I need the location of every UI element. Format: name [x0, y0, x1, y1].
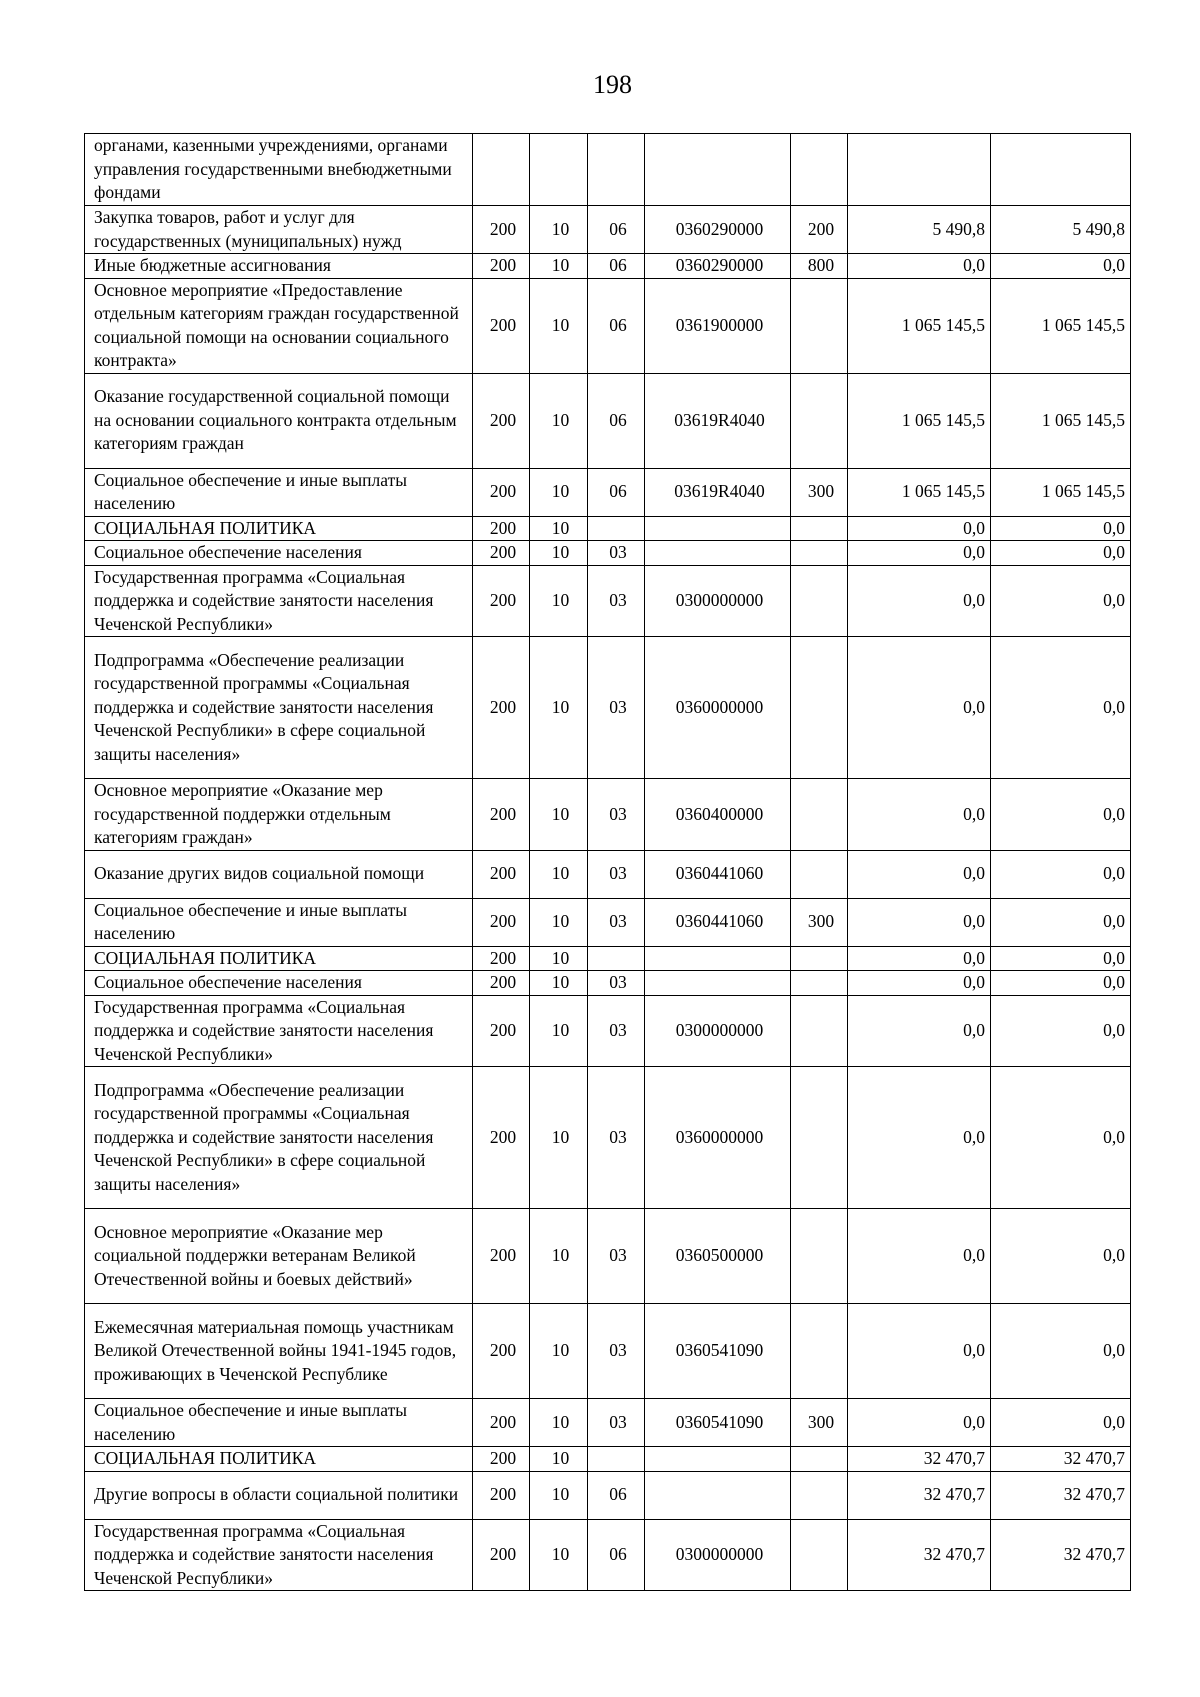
row-code-section-cell: 10	[530, 373, 588, 468]
row-code-section-cell: 10	[530, 637, 588, 779]
table-row	[85, 565, 1131, 637]
row-code-ministry-cell: 200	[473, 779, 530, 851]
row-amount-1-cell: 32 470,7	[848, 1447, 991, 1472]
table-row	[85, 995, 1131, 1067]
row-amount-1-cell: 0,0	[848, 541, 991, 566]
row-code-subsection-cell	[588, 946, 645, 971]
row-code-ministry-cell: 200	[473, 468, 530, 516]
row-amount-1-cell: 0,0	[848, 946, 991, 971]
row-code-section-cell: 10	[530, 565, 588, 637]
row-name-cell: Основное мероприятие «Предоставление отдельным категориям граждан государственной социальной помощи на основании социального контракта»	[85, 278, 473, 373]
row-code-subsection-cell	[588, 1447, 645, 1472]
row-amount-1-cell: 32 470,7	[848, 1471, 991, 1519]
row-code-subsection-cell: 03	[588, 850, 645, 898]
table-row	[85, 134, 1131, 206]
row-code-target-cell: 0360400000	[645, 779, 791, 851]
row-code-subsection-cell: 06	[588, 278, 645, 373]
row-amount-2-cell	[991, 134, 1131, 206]
table-row	[85, 278, 1131, 373]
row-name-cell: Государственная программа «Социальная поддержка и содействие занятости населения Чеченской Республики»	[85, 1519, 473, 1591]
row-amount-1-cell: 0,0	[848, 637, 991, 779]
row-code-section-cell: 10	[530, 1399, 588, 1447]
row-amount-1-cell: 0,0	[848, 995, 991, 1067]
table-row	[85, 637, 1131, 779]
row-code-expense-type-cell	[791, 779, 848, 851]
row-code-expense-type-cell	[791, 637, 848, 779]
row-code-ministry-cell: 200	[473, 1447, 530, 1472]
row-code-section-cell: 10	[530, 898, 588, 946]
row-code-subsection-cell: 03	[588, 1399, 645, 1447]
row-amount-1-cell: 1 065 145,5	[848, 468, 991, 516]
row-code-ministry-cell: 200	[473, 278, 530, 373]
row-code-expense-type-cell	[791, 516, 848, 541]
row-code-expense-type-cell	[791, 1447, 848, 1472]
row-amount-2-cell: 0,0	[991, 516, 1131, 541]
row-code-ministry-cell: 200	[473, 516, 530, 541]
row-code-target-cell	[645, 971, 791, 996]
row-code-target-cell: 0300000000	[645, 1519, 791, 1591]
row-code-expense-type-cell	[791, 1067, 848, 1209]
row-code-target-cell: 03619R4040	[645, 373, 791, 468]
row-code-expense-type-cell	[791, 1304, 848, 1399]
table-row	[85, 254, 1131, 279]
row-code-subsection-cell: 03	[588, 1209, 645, 1304]
table-row	[85, 468, 1131, 516]
row-amount-2-cell: 5 490,8	[991, 206, 1131, 254]
row-name-cell: Государственная программа «Социальная поддержка и содействие занятости населения Чеченской Республики»	[85, 995, 473, 1067]
row-amount-2-cell: 0,0	[991, 946, 1131, 971]
row-amount-1-cell: 1 065 145,5	[848, 373, 991, 468]
row-code-target-cell: 03619R4040	[645, 468, 791, 516]
row-code-target-cell: 0360000000	[645, 1067, 791, 1209]
row-code-ministry-cell: 200	[473, 254, 530, 279]
row-code-ministry-cell: 200	[473, 1209, 530, 1304]
row-code-ministry-cell: 200	[473, 946, 530, 971]
row-name-cell: Основное мероприятие «Оказание мер государственной поддержки отдельным категориям граждан»	[85, 779, 473, 851]
row-amount-2-cell: 0,0	[991, 541, 1131, 566]
row-name-cell: Государственная программа «Социальная поддержка и содействие занятости населения Чеченской Республики»	[85, 565, 473, 637]
row-name-cell: Основное мероприятие «Оказание мер социальной поддержки ветеранам Великой Отечественной войны и боевых действий»	[85, 1209, 473, 1304]
row-code-ministry-cell: 200	[473, 1519, 530, 1591]
row-name-cell: СОЦИАЛЬНАЯ ПОЛИТИКА	[85, 1447, 473, 1472]
row-code-ministry-cell	[473, 134, 530, 206]
row-code-subsection-cell: 03	[588, 898, 645, 946]
row-name-cell: Социальное обеспечение и иные выплаты населению	[85, 1399, 473, 1447]
row-amount-2-cell: 0,0	[991, 898, 1131, 946]
row-amount-2-cell: 0,0	[991, 995, 1131, 1067]
row-code-expense-type-cell: 300	[791, 468, 848, 516]
table-row	[85, 206, 1131, 254]
row-code-subsection-cell: 06	[588, 1471, 645, 1519]
row-amount-2-cell: 0,0	[991, 1209, 1131, 1304]
table-row	[85, 971, 1131, 996]
row-code-ministry-cell: 200	[473, 1471, 530, 1519]
row-name-cell: Социальное обеспечение населения	[85, 971, 473, 996]
row-code-section-cell: 10	[530, 1209, 588, 1304]
row-code-subsection-cell: 06	[588, 206, 645, 254]
row-code-ministry-cell: 200	[473, 850, 530, 898]
row-name-cell: Оказание других видов социальной помощи	[85, 850, 473, 898]
row-name-cell: Социальное обеспечение и иные выплаты населению	[85, 468, 473, 516]
row-name-cell: Закупка товаров, работ и услуг для государственных (муниципальных) нужд	[85, 206, 473, 254]
table-row	[85, 541, 1131, 566]
row-code-section-cell: 10	[530, 541, 588, 566]
row-code-subsection-cell: 03	[588, 971, 645, 996]
row-amount-2-cell: 0,0	[991, 850, 1131, 898]
row-code-subsection-cell: 03	[588, 541, 645, 566]
row-code-subsection-cell: 06	[588, 468, 645, 516]
row-amount-1-cell: 5 490,8	[848, 206, 991, 254]
row-code-ministry-cell: 200	[473, 1399, 530, 1447]
row-amount-1-cell: 0,0	[848, 254, 991, 279]
row-amount-2-cell: 1 065 145,5	[991, 468, 1131, 516]
row-code-target-cell: 0360541090	[645, 1399, 791, 1447]
row-code-subsection-cell: 06	[588, 254, 645, 279]
row-code-section-cell: 10	[530, 1471, 588, 1519]
row-code-subsection-cell: 06	[588, 1519, 645, 1591]
row-code-expense-type-cell	[791, 995, 848, 1067]
row-amount-1-cell: 0,0	[848, 516, 991, 541]
row-code-section-cell: 10	[530, 779, 588, 851]
row-amount-2-cell: 32 470,7	[991, 1519, 1131, 1591]
table-row	[85, 1471, 1131, 1519]
row-code-target-cell	[645, 541, 791, 566]
row-amount-2-cell: 0,0	[991, 1399, 1131, 1447]
row-code-subsection-cell: 03	[588, 779, 645, 851]
table-row	[85, 1067, 1131, 1209]
row-code-subsection-cell: 03	[588, 995, 645, 1067]
row-amount-2-cell: 0,0	[991, 637, 1131, 779]
row-name-cell: СОЦИАЛЬНАЯ ПОЛИТИКА	[85, 516, 473, 541]
row-amount-2-cell: 32 470,7	[991, 1447, 1131, 1472]
row-code-ministry-cell: 200	[473, 373, 530, 468]
row-name-cell: СОЦИАЛЬНАЯ ПОЛИТИКА	[85, 946, 473, 971]
row-name-cell: органами, казенными учреждениями, органами управления государственными внебюджетными фондами	[85, 134, 473, 206]
row-name-cell: Другие вопросы в области социальной политики	[85, 1471, 473, 1519]
row-amount-1-cell: 0,0	[848, 1399, 991, 1447]
row-code-expense-type-cell: 300	[791, 898, 848, 946]
row-code-target-cell	[645, 134, 791, 206]
row-code-ministry-cell: 200	[473, 541, 530, 566]
row-code-ministry-cell: 200	[473, 898, 530, 946]
row-code-expense-type-cell: 200	[791, 206, 848, 254]
row-code-section-cell: 10	[530, 516, 588, 541]
row-code-expense-type-cell	[791, 946, 848, 971]
row-code-subsection-cell: 03	[588, 565, 645, 637]
row-code-section-cell: 10	[530, 971, 588, 996]
row-code-target-cell	[645, 516, 791, 541]
table-row	[85, 373, 1131, 468]
table-row	[85, 850, 1131, 898]
row-name-cell: Ежемесячная материальная помощь участникам Великой Отечественной войны 1941-1945 годов, проживающих в Чеченской Республике	[85, 1304, 473, 1399]
row-name-cell: Подпрограмма «Обеспечение реализации государственной программы «Социальная поддержка и содействие занятости населения Чеченской Республики» в сфере социальной защиты населения»	[85, 1067, 473, 1209]
row-code-ministry-cell: 200	[473, 995, 530, 1067]
row-code-section-cell	[530, 134, 588, 206]
row-code-ministry-cell: 200	[473, 565, 530, 637]
row-code-target-cell: 0300000000	[645, 565, 791, 637]
row-name-cell: Оказание государственной социальной помощи на основании социального контракта отдельным категориям граждан	[85, 373, 473, 468]
row-code-section-cell: 10	[530, 995, 588, 1067]
row-amount-2-cell: 1 065 145,5	[991, 278, 1131, 373]
row-code-section-cell: 10	[530, 1304, 588, 1399]
row-code-subsection-cell	[588, 134, 645, 206]
row-code-expense-type-cell	[791, 850, 848, 898]
row-amount-2-cell: 0,0	[991, 779, 1131, 851]
row-code-ministry-cell: 200	[473, 206, 530, 254]
table-body	[85, 134, 1131, 1591]
row-name-cell: Иные бюджетные ассигнования	[85, 254, 473, 279]
row-amount-2-cell: 1 065 145,5	[991, 373, 1131, 468]
row-code-subsection-cell	[588, 516, 645, 541]
row-code-subsection-cell: 03	[588, 1304, 645, 1399]
row-code-subsection-cell: 03	[588, 637, 645, 779]
row-code-expense-type-cell	[791, 541, 848, 566]
row-name-cell: Подпрограмма «Обеспечение реализации государственной программы «Социальная поддержка и содействие занятости населения Чеченской Республики» в сфере социальной защиты населения»	[85, 637, 473, 779]
row-amount-2-cell: 0,0	[991, 1067, 1131, 1209]
row-amount-2-cell: 32 470,7	[991, 1471, 1131, 1519]
row-code-section-cell: 10	[530, 206, 588, 254]
row-amount-1-cell: 32 470,7	[848, 1519, 991, 1591]
row-code-expense-type-cell: 800	[791, 254, 848, 279]
row-amount-1-cell: 0,0	[848, 1209, 991, 1304]
row-code-ministry-cell: 200	[473, 637, 530, 779]
row-amount-1-cell: 0,0	[848, 971, 991, 996]
row-amount-1-cell: 0,0	[848, 779, 991, 851]
row-code-target-cell: 0360541090	[645, 1304, 791, 1399]
row-code-section-cell: 10	[530, 1067, 588, 1209]
table-row	[85, 1304, 1131, 1399]
row-code-section-cell: 10	[530, 468, 588, 516]
row-code-ministry-cell: 200	[473, 971, 530, 996]
row-code-expense-type-cell	[791, 1519, 848, 1591]
budget-table	[84, 133, 1131, 1591]
row-code-expense-type-cell	[791, 1209, 848, 1304]
row-code-expense-type-cell	[791, 971, 848, 996]
row-code-target-cell: 0360500000	[645, 1209, 791, 1304]
row-code-section-cell: 10	[530, 850, 588, 898]
row-name-cell: Социальное обеспечение и иные выплаты населению	[85, 898, 473, 946]
row-amount-1-cell: 0,0	[848, 898, 991, 946]
row-code-subsection-cell: 06	[588, 373, 645, 468]
row-amount-2-cell: 0,0	[991, 1304, 1131, 1399]
row-code-target-cell: 0360000000	[645, 637, 791, 779]
table-row	[85, 946, 1131, 971]
row-code-target-cell: 0300000000	[645, 995, 791, 1067]
row-amount-2-cell: 0,0	[991, 971, 1131, 996]
row-code-section-cell: 10	[530, 1447, 588, 1472]
table-row	[85, 1447, 1131, 1472]
row-code-target-cell: 0360441060	[645, 850, 791, 898]
table-row	[85, 779, 1131, 851]
table-row	[85, 1399, 1131, 1447]
table-row	[85, 516, 1131, 541]
row-code-expense-type-cell	[791, 278, 848, 373]
page-number: 198	[593, 70, 632, 99]
row-code-target-cell	[645, 1471, 791, 1519]
row-code-section-cell: 10	[530, 1519, 588, 1591]
row-code-ministry-cell: 200	[473, 1067, 530, 1209]
row-code-section-cell: 10	[530, 946, 588, 971]
row-amount-1-cell: 0,0	[848, 1067, 991, 1209]
row-code-expense-type-cell	[791, 1471, 848, 1519]
row-amount-2-cell: 0,0	[991, 254, 1131, 279]
row-amount-1-cell: 0,0	[848, 565, 991, 637]
table-row	[85, 1519, 1131, 1591]
row-code-expense-type-cell: 300	[791, 1399, 848, 1447]
row-code-section-cell: 10	[530, 278, 588, 373]
row-code-target-cell: 0361900000	[645, 278, 791, 373]
row-amount-1-cell: 0,0	[848, 1304, 991, 1399]
row-code-expense-type-cell	[791, 565, 848, 637]
table-row	[85, 1209, 1131, 1304]
row-code-section-cell: 10	[530, 254, 588, 279]
row-amount-2-cell: 0,0	[991, 565, 1131, 637]
row-code-expense-type-cell	[791, 134, 848, 206]
table-row	[85, 898, 1131, 946]
row-code-subsection-cell: 03	[588, 1067, 645, 1209]
row-code-expense-type-cell	[791, 373, 848, 468]
row-amount-1-cell	[848, 134, 991, 206]
row-code-target-cell: 0360290000	[645, 206, 791, 254]
row-amount-1-cell: 1 065 145,5	[848, 278, 991, 373]
row-code-target-cell: 0360290000	[645, 254, 791, 279]
row-name-cell: Социальное обеспечение населения	[85, 541, 473, 566]
row-code-ministry-cell: 200	[473, 1304, 530, 1399]
row-amount-1-cell: 0,0	[848, 850, 991, 898]
row-code-target-cell	[645, 946, 791, 971]
row-code-target-cell: 0360441060	[645, 898, 791, 946]
row-code-target-cell	[645, 1447, 791, 1472]
